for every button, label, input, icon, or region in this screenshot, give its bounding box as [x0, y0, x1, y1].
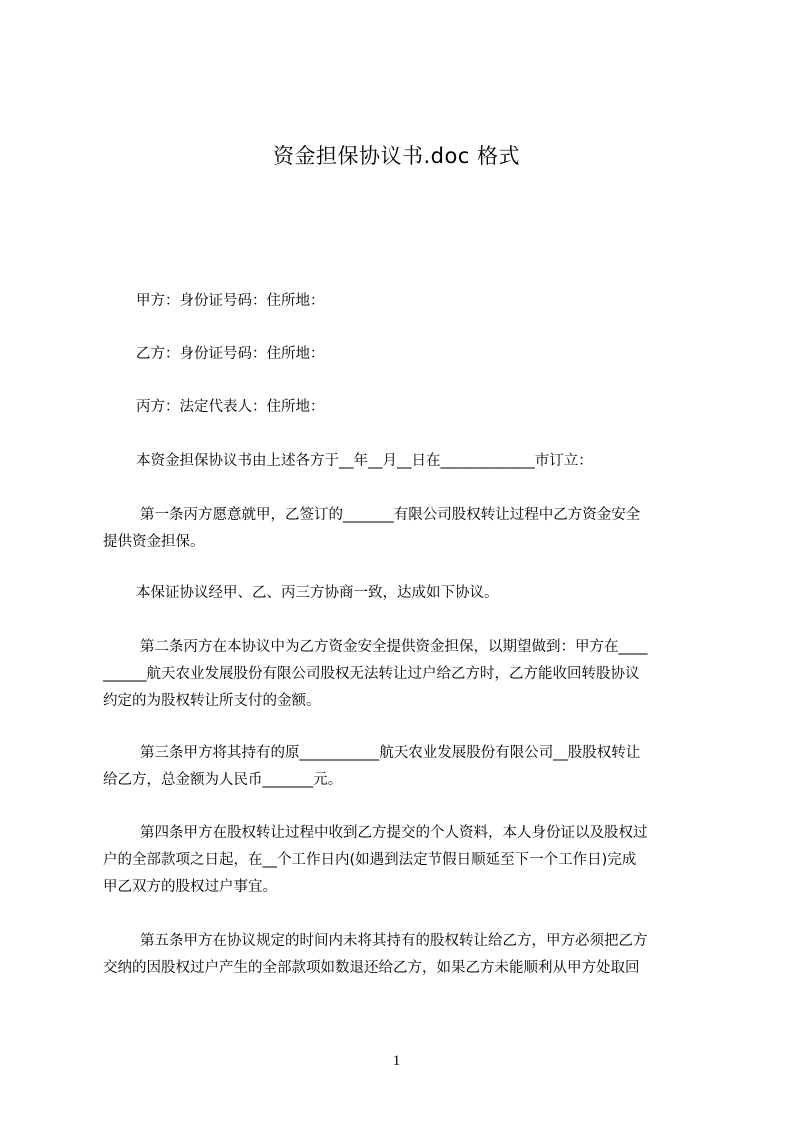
paragraph-line: ______航天农业发展股份有限公司股权无法转让过户给乙方时，乙方能收回转股协议	[103, 666, 640, 682]
paragraph-line: 甲方：身份证号码：住所地：	[136, 293, 325, 309]
paragraph-line: 提供资金担保。	[103, 534, 205, 550]
paragraph-line: 丙方：法定代表人：住所地：	[136, 399, 325, 415]
paragraph-line: 本保证协议经甲、乙、丙三方协商一致，达成如下协议。	[136, 585, 499, 601]
consensus-statement	[103, 580, 700, 607]
article-5	[103, 928, 700, 982]
paragraph-line: 本资金担保协议书由上述各方于__年__月__日在_____________市订立：	[136, 453, 593, 469]
paragraph-line: 甲乙双方的股权过户事宜。	[103, 879, 277, 895]
paragraph-line: 给乙方，总金额为人民币_______元。	[103, 772, 343, 788]
agreement-intro	[103, 448, 700, 475]
paragraph-line: 第三条甲方将其持有的原___________航天农业发展股份有限公司__股股权转让	[140, 745, 641, 761]
article-1	[103, 502, 700, 556]
party-a-line	[103, 288, 700, 315]
document-title: 资金担保协议书.doc 格式	[272, 144, 521, 168]
paragraph-line: 交纳的因股权过户产生的全部款项如数退还给乙方，如果乙方未能顺利从甲方处取回	[103, 960, 640, 976]
party-b-line	[103, 341, 700, 368]
paragraph-line: 第四条甲方在股权转让过程中收到乙方提交的个人资料，本人身份证以及股权过	[140, 825, 648, 841]
paragraph-line: 约定的为股权转让所支付的金额。	[103, 693, 321, 709]
article-2	[103, 634, 700, 715]
article-4	[103, 820, 700, 901]
article-3	[103, 740, 700, 794]
page-number: 1	[392, 1053, 401, 1069]
paragraph-line: 第二条丙方在本协议中为乙方资金安全提供资金担保，以期望做到：甲方在____	[140, 639, 648, 655]
party-c-line	[103, 394, 700, 421]
paragraph-line: 户的全部款项之日起，在__个工作日内(如遇到法定节假日顺延至下一个工作日)完成	[103, 852, 637, 868]
paragraph-line: 第五条甲方在协议规定的时间内未将其持有的股权转让给乙方，甲方必须把乙方	[140, 933, 648, 949]
paragraph-line: 乙方：身份证号码：住所地：	[136, 346, 325, 362]
paragraph-line: 第一条丙方愿意就甲，乙签订的_______有限公司股权转让过程中乙方资金安全	[140, 507, 641, 523]
